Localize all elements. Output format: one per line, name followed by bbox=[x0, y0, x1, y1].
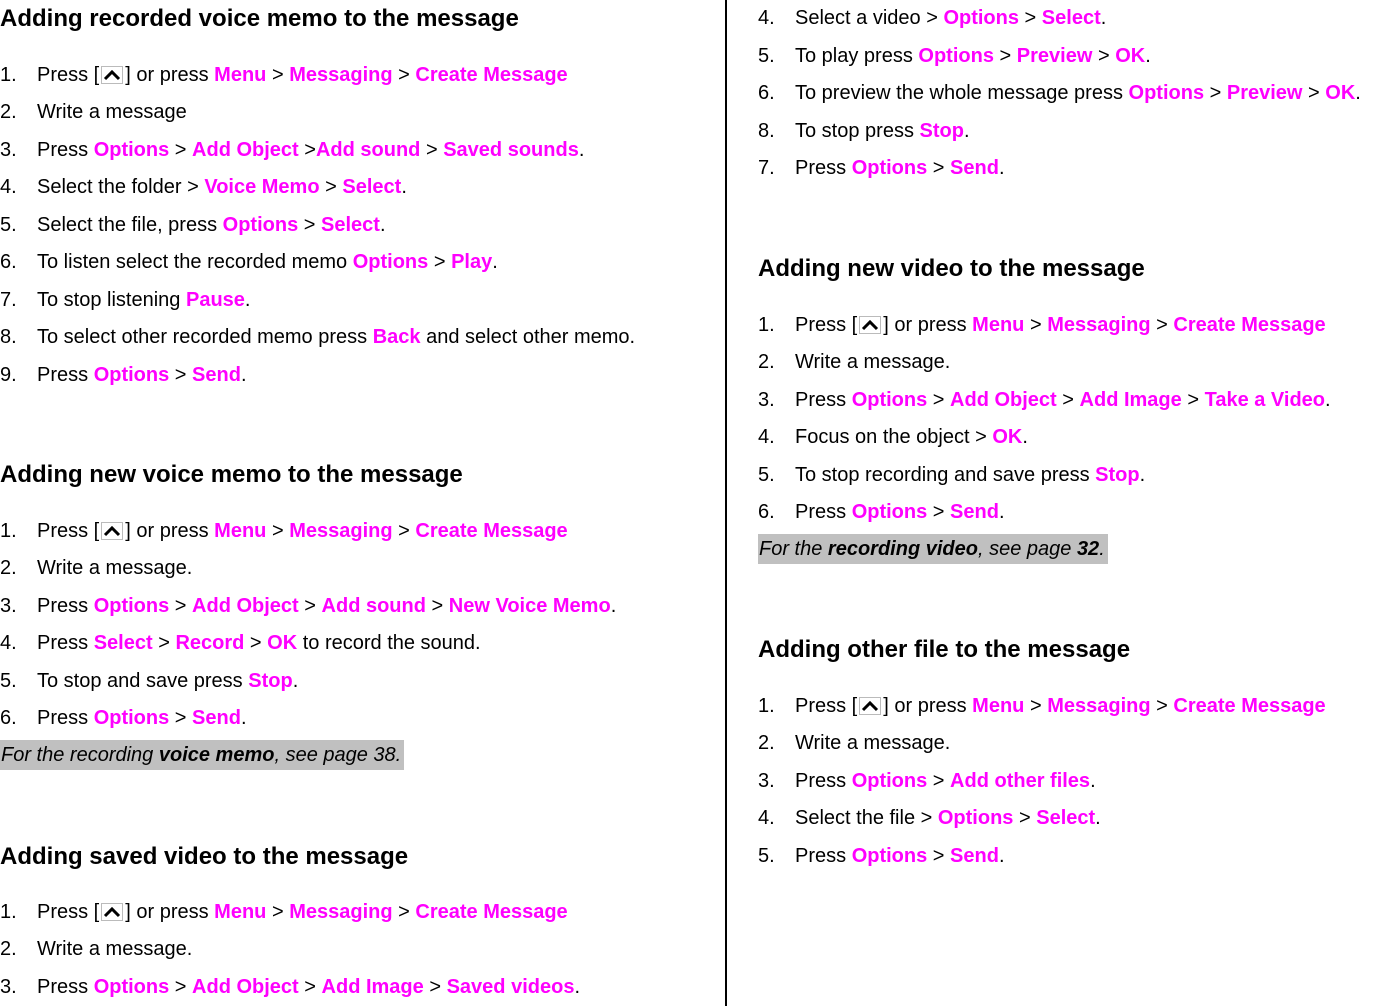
keypad-up-key-icon bbox=[101, 903, 123, 921]
step-recorded-voice-1: 1. Press [ ] or press Menu > Messaging > Create Message bbox=[0, 64, 568, 86]
step-other-file-4: 4. Select the file > Options > Select. bbox=[758, 807, 1101, 829]
step-new-voice-2: 2. Write a message. bbox=[0, 557, 193, 579]
keypad-up-key-icon bbox=[859, 316, 881, 334]
section-title-other-file: Adding other file to the message bbox=[758, 636, 1131, 663]
step-recorded-voice-8: 8. To select other recorded memo press Back and select other memo. bbox=[0, 326, 636, 348]
column-divider bbox=[725, 0, 727, 1006]
step-saved-video-5: 5. To play press Options > Preview > OK. bbox=[758, 45, 1151, 67]
step-recorded-voice-2: 2. Write a message bbox=[0, 101, 187, 123]
step-new-voice-4: 4. Press Select > Record > OK to record the sound. bbox=[0, 632, 481, 654]
step-new-video-5: 5. To stop recording and save press Stop. bbox=[758, 464, 1146, 486]
step-saved-video-4: 4. Select a video > Options > Select. bbox=[758, 7, 1107, 29]
step-other-file-3: 3. Press Options > Add other files. bbox=[758, 770, 1096, 792]
step-other-file-1: 1. Press [ ] or press Menu > Messaging > Create Message bbox=[758, 695, 1326, 717]
keypad-up-key-icon bbox=[101, 522, 123, 540]
step-new-voice-1: 1. Press [ ] or press Menu > Messaging > Create Message bbox=[0, 520, 568, 542]
step-recorded-voice-5: 5. Select the file, press Options > Select. bbox=[0, 214, 386, 236]
step-saved-video-1: 1. Press [ ] or press Menu > Messaging > Create Message bbox=[0, 901, 568, 923]
step-saved-video-8: 8. To stop press Stop. bbox=[758, 120, 970, 142]
step-saved-video-3: 3. Press Options > Add Object > Add Image > Saved videos. bbox=[0, 976, 580, 998]
section-title-recorded-voice: Adding recorded voice memo to the message bbox=[0, 5, 519, 32]
step-recorded-voice-3: 3. Press Options > Add Object >Add sound > Saved sounds. bbox=[0, 139, 585, 161]
step-recorded-voice-6: 6. To listen select the recorded memo Options > Play. bbox=[0, 251, 498, 273]
step-new-video-4: 4. Focus on the object > OK. bbox=[758, 426, 1028, 448]
keypad-up-key-icon bbox=[859, 697, 881, 715]
step-saved-video-6: 6. To preview the whole message press Options > Preview > OK. bbox=[758, 82, 1361, 104]
keypad-up-key-icon bbox=[101, 66, 123, 84]
step-new-voice-6: 6. Press Options > Send. bbox=[0, 707, 247, 729]
step-saved-video-7: 7. Press Options > Send. bbox=[758, 157, 1005, 179]
step-recorded-voice-9: 9. Press Options > Send. bbox=[0, 364, 247, 386]
step-new-voice-3: 3. Press Options > Add Object > Add sound > New Voice Memo. bbox=[0, 595, 617, 617]
step-other-file-5: 5. Press Options > Send. bbox=[758, 845, 1005, 867]
step-new-video-6: 6. Press Options > Send. bbox=[758, 501, 1005, 523]
section-title-saved-video: Adding saved video to the message bbox=[0, 843, 409, 870]
note-voice-memo-reference: For the recording voice memo, see page 38. bbox=[0, 740, 404, 770]
step-new-video-3: 3. Press Options > Add Object > Add Image > Take a Video. bbox=[758, 389, 1331, 411]
step-new-video-1: 1. Press [ ] or press Menu > Messaging > Create Message bbox=[758, 314, 1326, 336]
step-new-voice-5: 5. To stop and save press Stop. bbox=[0, 670, 299, 692]
section-title-new-voice: Adding new voice memo to the message bbox=[0, 461, 463, 488]
section-title-new-video: Adding new video to the message bbox=[758, 255, 1145, 282]
step-new-video-2: 2. Write a message. bbox=[758, 351, 951, 373]
step-saved-video-2: 2. Write a message. bbox=[0, 938, 193, 960]
step-recorded-voice-4: 4. Select the folder > Voice Memo > Select. bbox=[0, 176, 407, 198]
note-recording-video-reference: For the recording video, see page 32. bbox=[758, 534, 1108, 564]
step-other-file-2: 2. Write a message. bbox=[758, 732, 951, 754]
step-recorded-voice-7: 7. To stop listening Pause. bbox=[0, 289, 251, 311]
